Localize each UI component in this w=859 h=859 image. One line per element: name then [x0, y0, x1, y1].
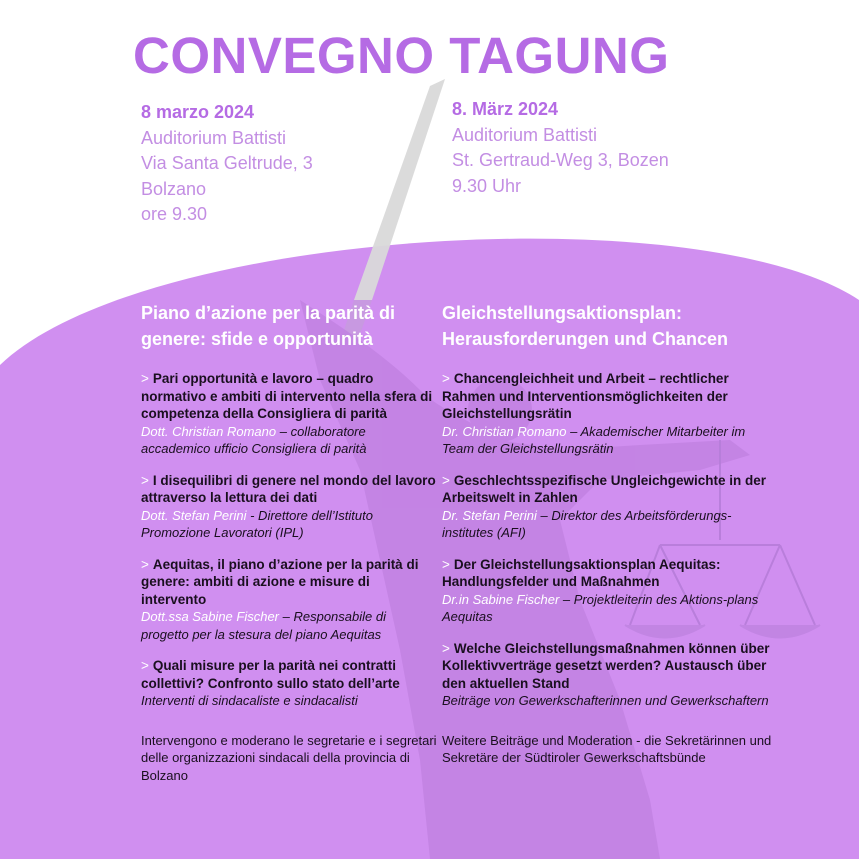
item-title: Aequitas, il piano d’azione per la parità di genere: ambiti di azione e misure di intervento — [141, 556, 419, 607]
item-title: Der Gleichstellungsaktionsplan Aequitas: Handlungsfelder und Maßnahmen — [442, 556, 721, 589]
item-title: Welche Gleichstellungsmaßnahmen können über Kollektivverträge gesetzt werden? Austausch über den aktuellen Stand — [442, 640, 770, 691]
speaker-role: - Direttore dell’Istituto Promozione Lavoratori (IPL) — [141, 507, 373, 540]
speaker-role: – Direktor des Arbeitsförderungs-institutes (AFI) — [442, 507, 732, 540]
event-time: ore 9.30 — [141, 204, 208, 224]
program-footer: Intervengono e moderano le segretarie e i segretari delle organizzazioni sindacali della provincia di Bolzano — [141, 732, 437, 783]
page-title: CONVEGNO TAGUNG — [133, 27, 670, 84]
venue-place: Auditorium Battisti — [452, 124, 598, 145]
speaker-name: Dr.in Sabine Fischer — [442, 591, 560, 607]
venue-german — [452, 97, 669, 199]
program-item — [442, 556, 772, 626]
program-item — [141, 657, 437, 710]
event-time: 9.30 Uhr — [452, 175, 522, 196]
speaker-role: – Projektleiterin des Aktions-plans Aequitas — [442, 591, 759, 624]
program-item — [442, 640, 772, 710]
event-date: 8. März 2024 — [452, 99, 559, 119]
arrow-icon: > — [141, 472, 149, 488]
speaker-role: – Responsabile di progetto per la stesura del piano Aequitas — [141, 609, 386, 642]
program-item — [141, 556, 437, 644]
speaker-role: Beiträge von Gewerkschafterinnen und Gewerkschaftern — [442, 693, 769, 708]
arrow-icon: > — [141, 658, 149, 673]
venue-street: St. Gertraud-Weg 3, Bozen — [452, 150, 669, 170]
speaker-role: Interventi di sindacaliste e sindacalisti — [141, 693, 358, 708]
arrow-icon: > — [141, 556, 149, 572]
speaker-name: Dr. Christian Romano — [442, 423, 567, 439]
program-german — [442, 301, 772, 767]
program-title: Piano d’azione per la parità di genere: sfide e opportunità — [141, 303, 396, 349]
arrow-icon: > — [442, 371, 450, 386]
speaker-role: – Akademischer Mitarbeiter im Team der Gleichstellungsrätin — [442, 423, 746, 456]
program-item — [442, 472, 772, 542]
program-item — [442, 370, 772, 458]
program-footer: Weitere Beiträge und Moderation - die Sekretärinnen und Sekretäre der Südtiroler Gewerkschaftsbünde — [442, 732, 772, 765]
venue-italian — [141, 100, 313, 228]
arrow-icon: > — [442, 556, 450, 572]
arrow-icon: > — [442, 472, 450, 488]
speaker-name: Dott. Christian Romano — [141, 423, 277, 439]
arrow-icon: > — [141, 371, 149, 386]
event-date: 8 marzo 2024 — [141, 102, 255, 122]
program-item — [141, 370, 437, 458]
item-title: Pari opportunità e lavoro – quadro normativo e ambiti di intervento nella sfera di competenza della Consigliera di parità — [141, 371, 433, 421]
arrow-icon: > — [442, 640, 450, 656]
speaker-name: Dr. Stefan Perini — [442, 507, 537, 523]
item-title: I disequilibri di genere nel mondo del lavoro attraverso la lettura dei dati — [141, 472, 436, 505]
venue-city: Bolzano — [141, 178, 207, 199]
program-item — [141, 472, 437, 542]
item-title: Quali misure per la parità nei contratti collettivi? Confronto sullo stato dell’arte — [141, 658, 400, 691]
speaker-name: Dott. Stefan Perini — [141, 507, 247, 523]
speaker-role: – collaboratore accademico ufficio Consigliera di parità — [141, 423, 367, 456]
item-title: Chancengleichheit und Arbeit – rechtlicher Rahmen und Interventionsmöglichkeiten der Gleichstellungsrätin — [442, 371, 729, 421]
venue-street: Via Santa Geltrude, 3 — [141, 153, 313, 173]
program-italian — [141, 301, 437, 784]
venue-place: Auditorium Battisti — [141, 127, 287, 148]
program-title: Gleichstellungsaktionsplan: Herausforderungen und Chancen — [442, 303, 729, 349]
speaker-name: Dott.ssa Sabine Fischer — [141, 609, 280, 624]
item-title: Geschlechtsspezifische Ungleichgewichte in der Arbeitswelt in Zahlen — [442, 472, 766, 505]
